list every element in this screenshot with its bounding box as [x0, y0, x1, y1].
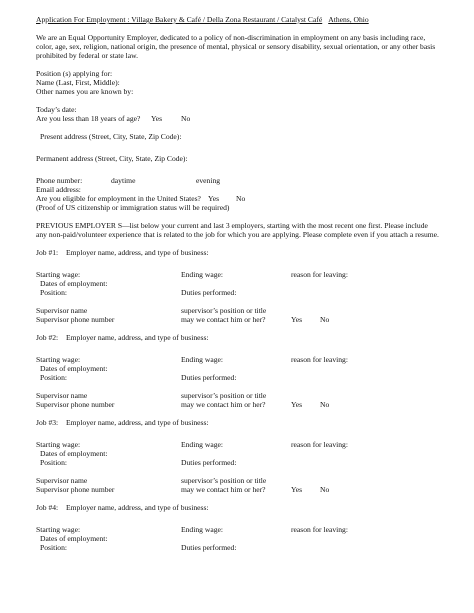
contact-no[interactable]: No [320, 400, 330, 409]
under18-row [36, 114, 440, 123]
wage-row [36, 525, 440, 534]
job-label: Job #2: [36, 333, 59, 342]
supervisor-name-label: Supervisor name [36, 476, 88, 485]
supervisor-name-label: Supervisor name [36, 306, 88, 315]
eligible-label: Are you eligible for employment in the United States? [36, 194, 201, 203]
job-position-label: Position: [40, 543, 68, 552]
duties-label: Duties performed: [181, 458, 237, 467]
position-row [36, 458, 440, 467]
proof-note: (Proof of US citizenship or immigration status will be required) [36, 203, 230, 212]
job-header [36, 248, 440, 257]
contact-yes[interactable]: Yes [291, 485, 303, 494]
contact-yes[interactable]: Yes [291, 315, 303, 324]
contact-label: may we contact him or her? [181, 400, 266, 409]
supervisor-row [36, 306, 440, 315]
todays-date-label: Today’s date: [36, 105, 77, 114]
supervisor-position-label: supervisor’s position or title [181, 391, 267, 400]
present-address-label: Present address (Street, City, State, Zip Code): [40, 132, 182, 141]
contact-row [36, 485, 440, 494]
form-title-text: Application For Employment : Village Bakery & Café / Della Zona Restaurant / Catalyst Café [36, 15, 323, 24]
other-names-label: Other names you are known by: [36, 87, 134, 96]
supervisor-name-label: Supervisor name [36, 391, 88, 400]
dates-label: Dates of employment: [40, 279, 108, 288]
contact-label: may we contact him or her? [181, 315, 266, 324]
dates-label: Dates of employment: [40, 364, 108, 373]
starting-wage-label: Starting wage: [36, 355, 81, 364]
dates-label: Dates of employment: [40, 449, 108, 458]
phone-label: Phone number: [36, 176, 83, 185]
job-business-label: Employer name, address, and type of business: [66, 418, 209, 427]
phone-evening: evening [196, 176, 221, 185]
reason-label: reason for leaving: [291, 440, 348, 449]
supervisor-position-label: supervisor’s position or title [181, 476, 267, 485]
contact-no[interactable]: No [320, 485, 330, 494]
job-section [36, 333, 440, 418]
supervisor-row [36, 476, 440, 485]
position-row [36, 288, 440, 297]
under18-no[interactable]: No [181, 114, 191, 123]
job-label: Job #3: [36, 418, 59, 427]
job-section [36, 503, 440, 552]
job-section [36, 418, 440, 503]
position-row [36, 373, 440, 382]
form-title [36, 15, 440, 24]
starting-wage-label: Starting wage: [36, 525, 81, 534]
supervisor-phone-label: Supervisor phone number [36, 315, 115, 324]
name-label: Name (Last, First, Middle): [36, 78, 120, 87]
job-label: Job #1: [36, 248, 59, 257]
supervisor-phone-label: Supervisor phone number [36, 485, 115, 494]
job-label: Job #4: [36, 503, 59, 512]
wage-row [36, 440, 440, 449]
position-label: Position (s) applying for: [36, 69, 113, 78]
email-label: Email address: [36, 185, 81, 194]
application-form [36, 15, 440, 552]
permanent-address-label: Permanent address (Street, City, State, Zip Code): [36, 154, 188, 163]
ending-wage-label: Ending wage: [181, 270, 223, 279]
job-header [36, 503, 440, 512]
eligible-no[interactable]: No [236, 194, 246, 203]
eeo-statement: We are an Equal Opportunity Employer, dedicated to a policy of non-discrimination in employment on any basis including race, color, age, sex, religion, national origin, the presence of mental, physical or sensory disability, sexual orientation, or any other basis prohibited by federal or state law. [36, 33, 436, 60]
phone-daytime: daytime [111, 176, 136, 185]
contact-no[interactable]: No [320, 315, 330, 324]
job-header [36, 418, 440, 427]
supervisor-row [36, 391, 440, 400]
job-section [36, 248, 440, 333]
under18-yes[interactable]: Yes [151, 114, 163, 123]
phone-row [36, 176, 440, 185]
wage-row [36, 355, 440, 364]
wage-row [36, 270, 440, 279]
eligible-row [36, 194, 440, 203]
ending-wage-label: Ending wage: [181, 440, 223, 449]
job-position-label: Position: [40, 458, 68, 467]
job-business-label: Employer name, address, and type of business: [66, 333, 209, 342]
starting-wage-label: Starting wage: [36, 270, 81, 279]
position-row [36, 543, 440, 552]
under18-label: Are you less than 18 years of age? [36, 114, 141, 123]
job-business-label: Employer name, address, and type of business: [66, 503, 209, 512]
job-header [36, 333, 440, 342]
contact-yes[interactable]: Yes [291, 400, 303, 409]
job-position-label: Position: [40, 373, 68, 382]
reason-label: reason for leaving: [291, 355, 348, 364]
ending-wage-label: Ending wage: [181, 355, 223, 364]
contact-row [36, 400, 440, 409]
contact-label: may we contact him or her? [181, 485, 266, 494]
job-business-label: Employer name, address, and type of business: [66, 248, 209, 257]
starting-wage-label: Starting wage: [36, 440, 81, 449]
previous-employer-intro: PREVIOUS EMPLOYER S—list below your current and last 3 employers, starting with the most recent one first. Please include any non-paid/volunteer experience that is related to the job for which you are applying. Please complete even if you attach a resume. [36, 221, 439, 239]
contact-row [36, 315, 440, 324]
dates-label: Dates of employment: [40, 534, 108, 543]
duties-label: Duties performed: [181, 288, 237, 297]
duties-label: Duties performed: [181, 543, 237, 552]
form-location: Athens, Ohio [328, 15, 369, 24]
job-position-label: Position: [40, 288, 68, 297]
reason-label: reason for leaving: [291, 270, 348, 279]
duties-label: Duties performed: [181, 373, 237, 382]
reason-label: reason for leaving: [291, 525, 348, 534]
supervisor-position-label: supervisor’s position or title [181, 306, 267, 315]
supervisor-phone-label: Supervisor phone number [36, 400, 115, 409]
ending-wage-label: Ending wage: [181, 525, 223, 534]
eligible-yes[interactable]: Yes [208, 194, 220, 203]
